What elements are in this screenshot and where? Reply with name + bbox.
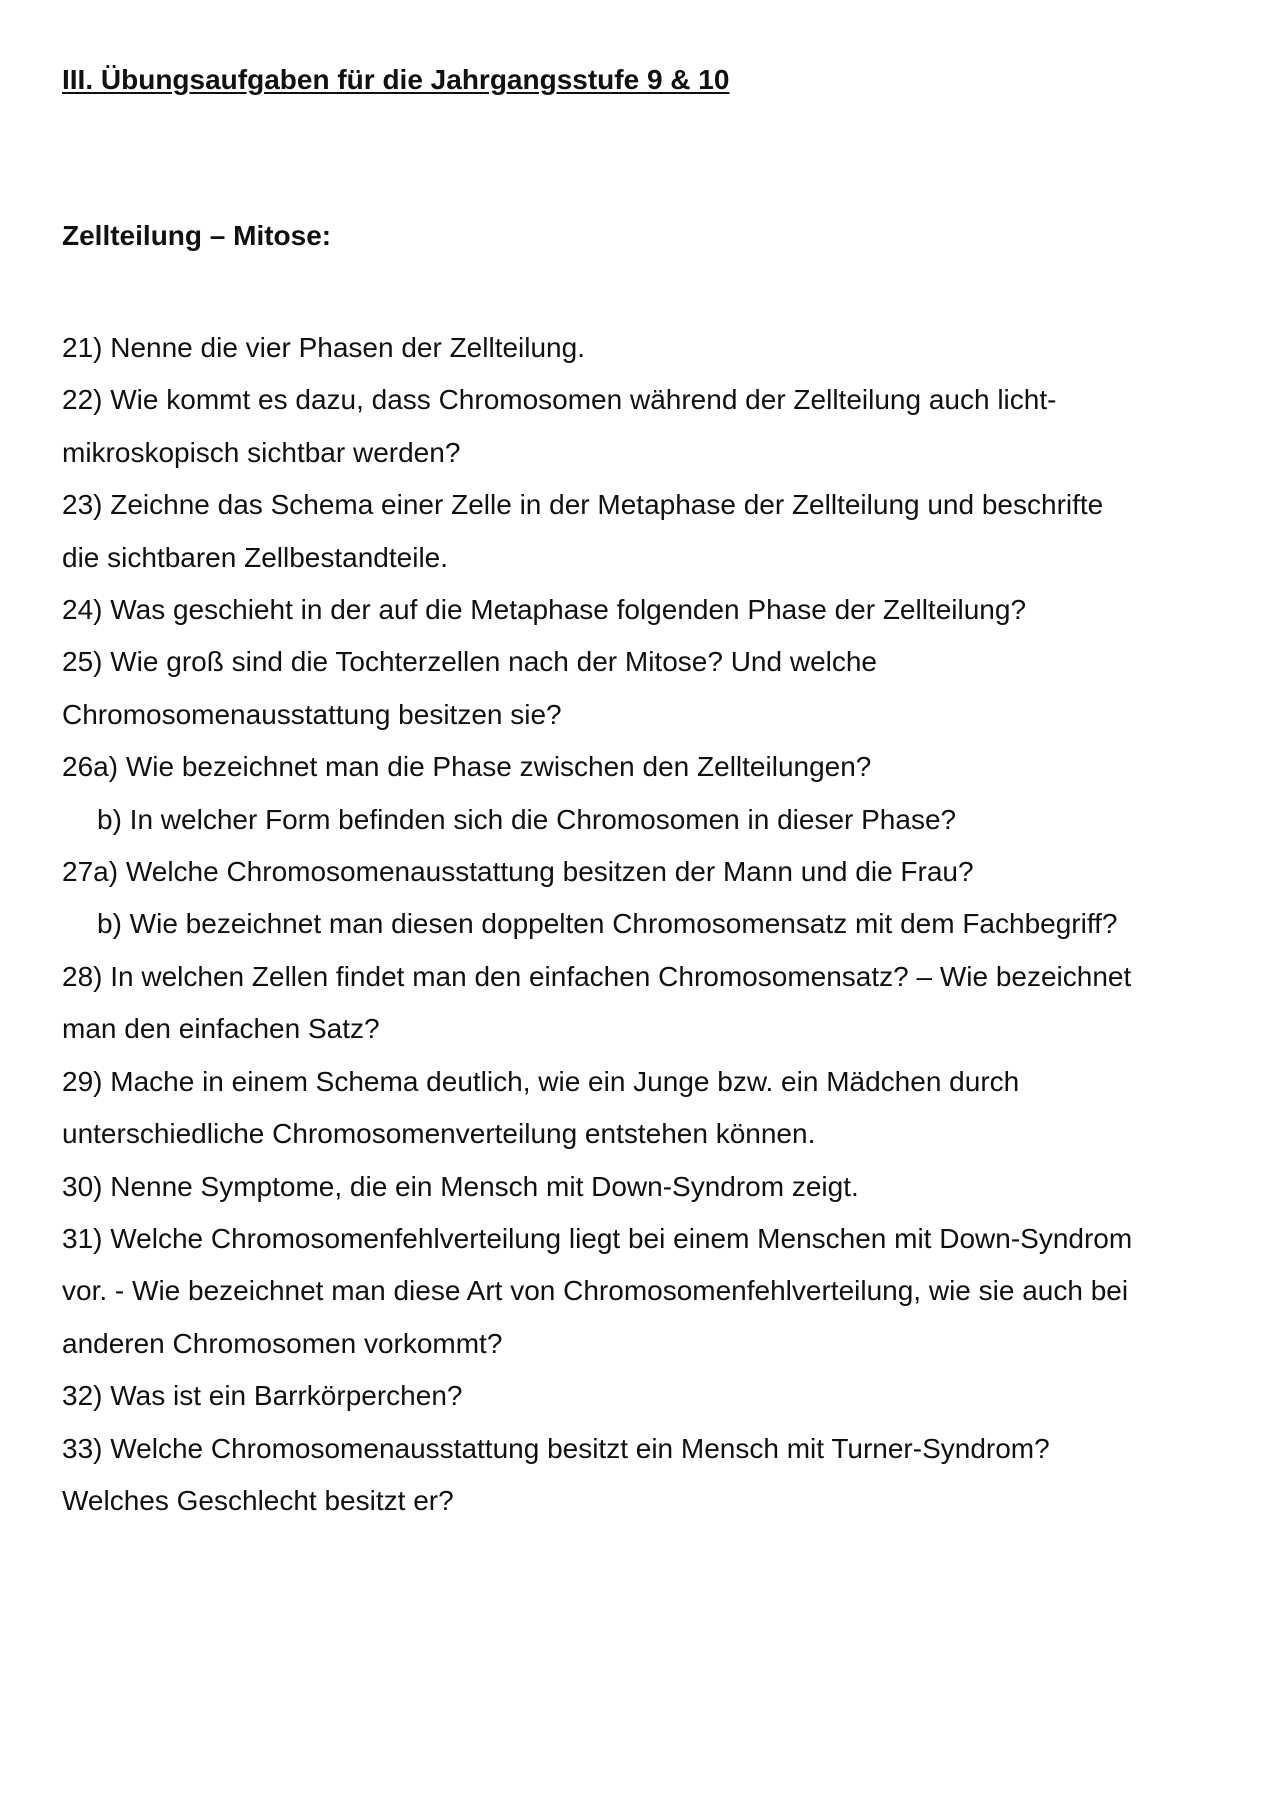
question-line: 28) In welchen Zellen findet man den einfachen Chromosomensatz? – Wie bezeichnet: [62, 960, 1132, 992]
page-title: III. Übungsaufgaben für die Jahrgangsstufe 9 & 10: [62, 64, 730, 95]
section-title: Zellteilung – Mitose:: [62, 220, 332, 251]
question-line: 21) Nenne die vier Phasen der Zellteilung.: [62, 332, 585, 363]
question-line: 30) Nenne Symptome, die ein Mensch mit Down-Syndrom zeigt.: [62, 1170, 859, 1202]
question-line: 27a) Welche Chromosomenausstattung besitzen der Mann und die Frau?: [62, 856, 974, 888]
question-line: b) In welcher Form befinden sich die Chromosomen in dieser Phase?: [97, 803, 957, 835]
question-line: unterschiedliche Chromosomenverteilung entstehen können.: [62, 1118, 816, 1150]
question-line: 22) Wie kommt es dazu, dass Chromosomen während der Zellteilung auch licht-: [62, 384, 1057, 416]
question-line: anderen Chromosomen vorkommt?: [62, 1327, 503, 1359]
question-line: 26a) Wie bezeichnet man die Phase zwischen den Zellteilungen?: [62, 751, 872, 783]
question-line: 32) Was ist ein Barrkörperchen?: [62, 1380, 463, 1412]
question-line: die sichtbaren Zellbestandteile.: [62, 541, 449, 573]
question-line: b) Wie bezeichnet man diesen doppelten Chromosomensatz mit dem Fachbegriff?: [97, 908, 1118, 940]
question-line: mikroskopisch sichtbar werden?: [62, 436, 461, 468]
question-line: Chromosomenausstattung besitzen sie?: [62, 698, 562, 730]
question-line: Welches Geschlecht besitzt er?: [62, 1484, 454, 1516]
question-list: [62, 322, 1242, 1527]
question-line: 31) Welche Chromosomenfehlverteilung liegt bei einem Menschen mit Down-Syndrom: [62, 1222, 1133, 1254]
question-line: 23) Zeichne das Schema einer Zelle in der Metaphase der Zellteilung und beschrifte: [62, 489, 1104, 521]
question-line: man den einfachen Satz?: [62, 1013, 380, 1045]
question-line: 33) Welche Chromosomenausstattung besitzt ein Mensch mit Turner-Syndrom?: [62, 1432, 1050, 1464]
question-line: 25) Wie groß sind die Tochterzellen nach der Mitose? Und welche: [62, 646, 878, 678]
question-line: 24) Was geschieht in der auf die Metaphase folgenden Phase der Zellteilung?: [62, 594, 1027, 626]
question-line: vor. - Wie bezeichnet man diese Art von Chromosomenfehlverteilung, wie sie auch bei: [62, 1275, 1129, 1307]
question-line: 29) Mache in einem Schema deutlich, wie ein Junge bzw. ein Mädchen durch: [62, 1065, 1020, 1097]
